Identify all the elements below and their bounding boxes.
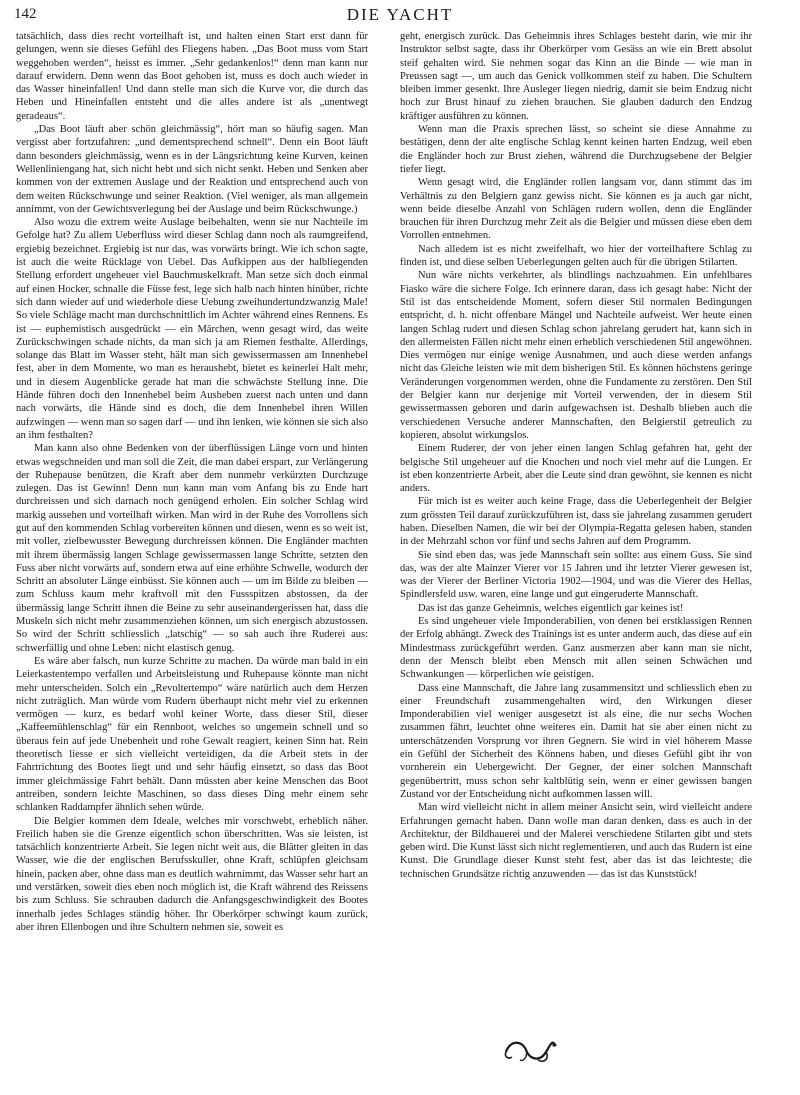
right-column [400,30,752,1085]
paragraph: Dass eine Mannschaft, die Jahre lang zusammensitzt und schliesslich eben zu einer Freundschaft zusammengehalten wird, den Wirkungen dieser Imponderabilien viel weniger ausgesetzt ist als eine, die nur sechs Wochen zusammen fährt, leuchtet ohne weiteres ein. Damit hat sie aber einen nicht zu unterschätzenden Vorsprung vor ihren Gegnern. Sie wird in viel höherem Masse ein Gefühl der Sicherheit des Könnens haben, und dieses Gefühl gibt ihr von vornherein ein Uebergewicht. Der Gegner, der einer solchen Mannschaft gegenübertritt, muss schon sehr kaltblütig sein, wenn er einer gewissen bangen Zustand vor der Entscheidung nicht aufkommen lassen will. [400,682,752,800]
page-header [0,0,800,28]
paragraph: Also wozu die extrem weite Auslage beibehalten, wenn sie nur Nachteile im Gefolge hat? Zu allem Ueberfluss wird dieser Schlag dann noch als raumgreifend, ergiebig bezeichnet. Ergiebig ist nur das, was vorwärts bringt. Wie ich schon sagte, ist auch die weite Rücklage von Uebel. Das Aufkippen aus der halbliegenden Stellung erfordert ungeheuer viel Bauchmuskelkraft. Man setze sich doch einmal auf einen Hocker, schnalle die Füsse fest, lege sich halb nach hinten hinüber, richte sich dann wieder auf und wiederhole diese Uebung zweihundertundzwanzig Male! So viele Schläge macht man durchschnittlich im Achter während eines Rennens. Es ist — euphemistisch ausgedrückt — ein Märchen, wenn gesagt wird, das weite Zurückschwingen schade nichts, da man sich ja am Riemen festhalte. Allerdings, solange das Blatt im Wasser steht, hält man sich gewissermassen am Innenhebel fest, aber in dem Momente, wo man es heraushebt, bietet es keinerlei Halt mehr, und in diesem Augenblicke gerade hat man die schwächste Stellung inne. Die Hände führen doch den Innenhebel beim Ausheben zuerst nach unten und dann nach vorwärts, die Hände sind es doch, die dem Innenhebel ihren Willen aufzwingen — wenn man so sagen darf — und ihn lenken, wie können sie sich also an ihm festhalten? [16,217,368,441]
paragraph: tatsächlich, dass dies recht vorteilhaft ist, und halten einen Start erst dann für gelungen, wenn sie dieses Gefühl des Fliegens haben. „Das Boot muss vom Start weggehoben werden“, heisst es immer. „Sehr gedankenlos!“ denn man kann nur darauf erwidern. Denn wenn das Boot gehoben ist, muss es doch auch wieder in das Wasser hineinfallen! Und dann stelle man sich die Kurve vor, die durch das Heben und Hineinfallen entsteht und die alles andere ist als „unentwegt geradeaus“. [16,31,368,122]
paragraph: Die Belgier kommen dem Ideale, welches mir vorschwebt, erheblich näher. Freilich haben sie die Grenze eigentlich schon überschritten. Was sie leisten, ist tatsächlich konzentrierte Arbeit. Sie legen nicht weit aus, die Blätter gleiten in das Wasser, wie die der englischen Berufsskuller, ohne Kraft, schlüpfen gleichsam hinein, packen aber, ohne dass man es deutlich wahrnimmt, das Wasser sehr hart an und verstärken, soweit dies eben noch möglich ist, die Kraft während des Reissens bis zum Schluss. Sie schrauben dadurch die Anfangsgeschwindigkeit des Bootes innerhalb jedes Schlages ständig höher. Ihr Oberkörper schwingt kaum zurück, aber ihren Ellenbogen und ihre Schultern nehmen sie, soweit es [16,815,368,933]
page-number: 142 [14,6,37,22]
sea-serpent-ornament-icon [500,1030,560,1070]
paragraph: Wenn man die Praxis sprechen lässt, so scheint sie diese Annahme zu bestätigen, denn der alte englische Schlag kennt keinen harten Endzug, weil eben die Engländer hoch zur Brust ziehen, während die Durchzugsebene der Belgier tiefer liegt. [400,124,752,175]
paragraph: „Das Boot läuft aber schön gleichmässig“, hört man so häufig sagen. Man vergisst aber fortzufahren: „und dementsprechend schnell“. Denn ein Boot läuft dann besonders gleichmässig, wenn es in der Längsrichtung keine Kurven, keinen Wellenliniengang hat, sich nicht hebt und sich nicht senkt. Heben und Senken aber kommen von der extremen Auslage und der Reaktion und entsprechend auch von dem weiten Rückschwunge und seiner Reaktion. (Viel weniger, als man allgemein annimmt, von der Gewichtsverlegung bei der Auslage und beim Rückschwunge.) [16,124,368,215]
journal-title: DIE YACHT [346,5,454,24]
paragraph: Sie sind eben das, was jede Mannschaft sein sollte: aus einem Guss. Sie sind das, was der alte Mainzer Vierer vor 15 Jahren und ihr letzter Vierer gewesen ist, was der Vierer der Berliner Victoria 1902—1904, und was die Vierer des Hellas, Spindlersfeld usw. waren, eine lange und gut eingeruderte Mannschaft. [400,549,752,601]
paragraph: Das ist das ganze Geheimnis, welches eigentlich gar keines ist! [418,602,684,614]
paragraph: Einem Ruderer, der von jeher einen langen Schlag gefahren hat, geht der belgische Stil ungeheuer auf die Knochen und noch viel mehr auf die Lungen. Er ist eben konzentrierte Arbeit, aber die Leute sind dran gewöhnt, sie kennen es nicht anders. [400,443,752,495]
paragraph: Nach alledem ist es nicht zweifelhaft, wo hier der vorteilhaftere Schlag zu finden ist, und diese selben Ueberlegungen gelten auch für die übrigen Stilarten. [400,243,752,269]
paragraph: Nun wäre nichts verkehrter, als blindlings nachzuahmen. Ein unfehlbares Fiasko wäre die sichere Folge. Ich erinnere daran, dass ich gesagt habe: Nicht der Stil ist das entscheidende Moment, sofern dieser Stil normalen Bedingungen entspricht, d. h. nicht offenbare Mängel und Nachteile aufweist. Wer heute einen langen Schlag rudert und diesen Schlag schon jahrelang gerudert hat, kann sich in den allermeisten Fällen nicht mehr einen erheblich verschiedenen Stil angewöhnen. Dies vermögen nur einige wenige Ausnahmen, und auch diese werden anfangs nicht das Gleiche leisten wie mit dem bisherigen Stil. Es können höchstens geringe Veränderungen vorgenommen werden, ohne die Fundamente zu zerstören. Den Stil der Belgier kann nur derjenige mit Vorteil verwenden, der in diesem Stil gewissermassen geboren und darin aufgewachsen ist. Deshalb blieben auch die verschiedenen Versuche anderer Mannschaften, den Belgierstil getreulich zu kopieren, absolut wirkungslos. [400,270,752,441]
paragraph: geht, energisch zurück. Das Geheimnis ihres Schlages besteht darin, wie mir ihr Instruktor selbst sagte, dass ihr Oberkörper vom Gesäss an wie ein Brett absolut steif gehalten wird. Sie nehmen sogar das Kinn an die Binde — wie man in Preussen sagt —, um auch das Genick vollkommen steif zu haben. Die Schultern bleiben immer gesenkt. Ihre Ausleger liegen niedrig, damit sie beim Endzug nicht hoch zur Brust hinauf zu ziehen brauchen. Sie glauben dadurch den Endzug kräftiger ausführen zu können. [400,31,752,122]
paragraph: Man kann also ohne Bedenken von der überflüssigen Länge vorn und hinten etwas wegschneiden und man soll die Zeit, die man dabei erspart, zur Verlängerung der Ruhepause benützen, die Kraft aber dem nunmehr verkürzten Durchzuge zulegen. Das ist Gewinn! Denn nun kann man vom Anfang bis zu Ende hart durchreissen und sich darnach noch genügend erholen. Ein solcher Schlag wird markig aussehen und vorteilhaft wirken. Man wird in der Ruhe des Vorrollens sich gut auf den kommenden Schlag vorbereiten können und diesen, wenn es so weit ist, mit voller, zielbewusster Bewegung durchreissen können. Die Engländer machten mit ihrem übermässig langen Schlage gewissermassen lange Schritte, setzten den Fuss aber nicht vorwärts auf, sondern etwa auf eine erhöhte Schwelle, wodurch der Schritt an absoluter Länge einbüsst. Sie können auch — um im Bilde zu bleiben — zum Schluss kaum mehr kraftvoll mit den Fussspitzen abstossen, da der übermässig lange Schritt ihnen die Beine zu sehr auseinandergerissen hat, dass die Muskeln sich nicht mehr zusammenziehen können, um sich energisch abzustossen. So wird der Schritt schliesslich „latschig“ — so sah auch ihre Ruderei aus: schwerfällig und ohne Leben: nicht elastisch genug. [16,443,368,654]
paragraph: Es sind ungeheuer viele Imponderabilien, von denen bei erstklassigen Rennen der Erfolg abhängt. Zweck des Trainings ist es unter anderm auch, das diese auf ein Mindestmass zurückgeführt werden. Ganz ausmerzen aber kann man sie nicht, denn der Mensch bleibt eben Mensch mit allen seinen Schwächen und Schwankungen — körperlichen wie geistigen. [400,616,752,681]
left-column [16,30,368,1085]
paragraph: Man wird vielleicht nicht in allem meiner Ansicht sein, wird vielleicht andere Erfahrungen gemacht haben. Dann wolle man daran denken, dass es auch in der Architektur, der Bildhauerei und der Malerei verschiedene Stilarten gibt und stets geben wird. Die Kunst lässt sich nicht reglementieren, und auch das Rudern ist eine Kunst. Die Grundlage dieser Kunst steht fest, aber das ist das leichteste; die technischen Grundsätze richtig anzuwenden — das ist das Kunststück! [400,802,752,880]
paragraph: Für mich ist es weiter auch keine Frage, dass die Ueberlegenheit der Belgier zum grössten Teil darauf zurückzuführen ist, dass sie jahrelang zusammen gerudert haben. Dieselben Namen, die wir bei der Olympia-Regatta gelesen haben, standen in der Mehrzahl schon vor fünf und sechs Jahren auf dem Programm. [400,496,752,548]
paragraph: Wenn gesagt wird, die Engländer rollen langsam vor, dann stimmt das im Verhältnis zu den Belgiern ganz gewiss nicht. Sie können es ja auch gar nicht, wenn beide dieselbe Anzahl von Schlägen rudern wollen, denn die Engländer brauchen für ihren Durchzug mehr Zeit als die Belgier und müssen diese eben dem Vorrollen entnehmen. [400,177,752,242]
paragraph: Es wäre aber falsch, nun kurze Schritte zu machen. Da würde man bald in ein Leierkastentempo verfallen und Arbeitsleistung und Ruhepause könnte man nicht mehr unterscheiden. Solch ein „Revoltertempo“ wäre natürlich auch dem Herzen nicht zuträglich. Man würde vom Rudern überhaupt nicht mehr viel zu erkennen vermögen — kurz, es bedarf wohl keiner Worte, dass dieser Stil, dieser „Kaffeemühlenschlag“ für ein Rennboot, welches so ungemein schnell und so überaus fein auf jede Unebenheit und rohe Gewalt reagiert, keinen Sinn hat. Rein theoretisch liesse er sich vielleicht verteidigen, da die Arbeit stets in der Fahrtrichtung des Bootes liegt und und sehr häufig einsetzt, so dass das Boot immer gleichmässige Fahrt behält. Dann müssten aber keine Menschen das Boot antreiben, sondern leichte Maschinen, so dass dieses Ding mehr einem sehr schlanken Raddampfer ähnlich sehen würde. [16,655,368,814]
